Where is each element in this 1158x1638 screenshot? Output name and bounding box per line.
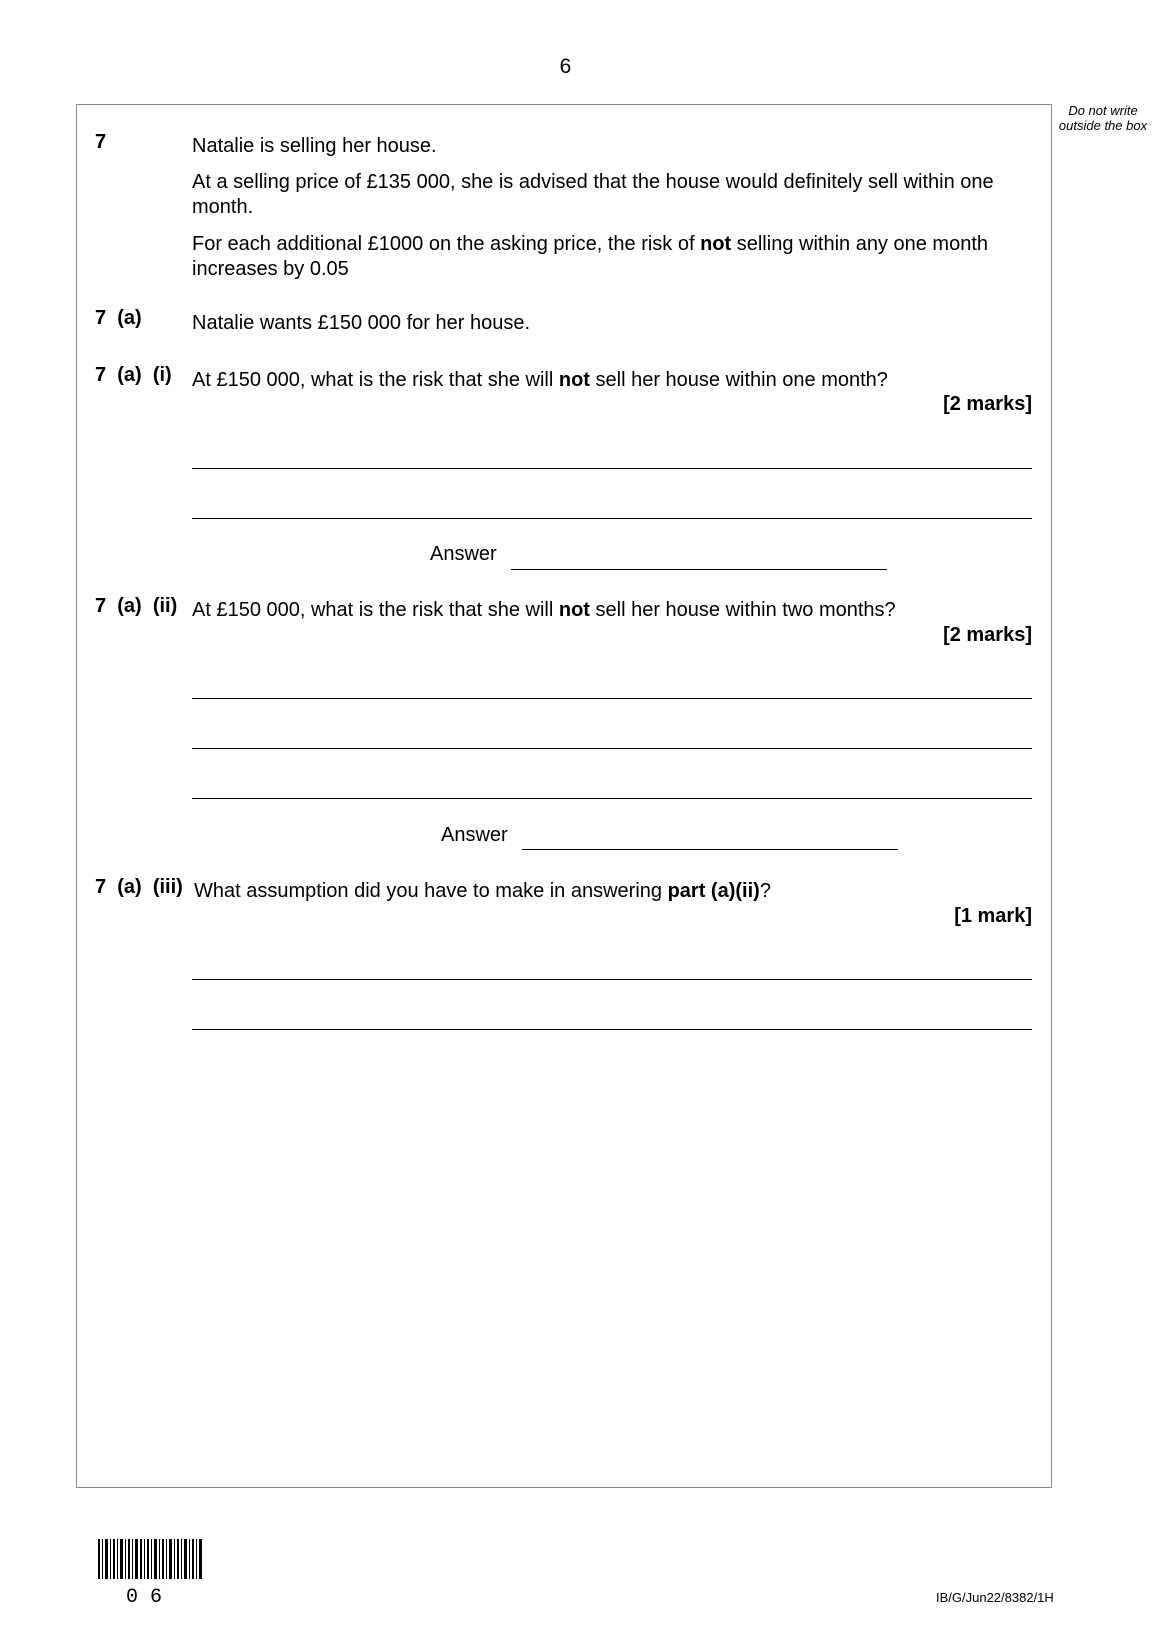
paper-reference: IB/G/Jun22/8382/1H bbox=[936, 1590, 1054, 1605]
part-a-iii-text: What assumption did you have to make in answering part (a)(ii)? bbox=[194, 880, 771, 902]
part-a-i-answer-label: Answer bbox=[430, 543, 497, 565]
part-a-ii-answer-label: Answer bbox=[441, 824, 508, 846]
question-number: 7 bbox=[95, 131, 107, 153]
question-intro-3: For each additional £1000 on the asking price, the risk of not selling within any one month increases by 0.05 bbox=[192, 233, 989, 280]
question-intro-1: Natalie is selling her house. bbox=[192, 135, 437, 157]
working-line[interactable] bbox=[192, 468, 1032, 469]
working-line[interactable] bbox=[192, 698, 1032, 699]
working-line[interactable] bbox=[192, 1029, 1032, 1030]
part-a-i-text: At £150 000, what is the risk that she will not sell her house within one month? bbox=[192, 369, 888, 391]
working-line[interactable] bbox=[192, 798, 1032, 799]
working-line[interactable] bbox=[192, 979, 1032, 980]
part-a-i-label: 7 (a) (i) bbox=[95, 364, 172, 386]
working-line[interactable] bbox=[192, 518, 1032, 519]
part-a-i-marks: [2 marks] bbox=[943, 393, 1032, 415]
part-a-iii-marks: [1 mark] bbox=[954, 905, 1032, 927]
working-line[interactable] bbox=[192, 748, 1032, 749]
part-a-ii-answer-line[interactable] bbox=[522, 849, 898, 850]
barcode-image bbox=[98, 1539, 202, 1579]
page-number: 6 bbox=[559, 55, 572, 78]
part-a-iii-label: 7 (a) (iii) bbox=[95, 876, 183, 898]
part-a-ii-marks: [2 marks] bbox=[943, 624, 1032, 646]
margin-note: Do not write outside the box bbox=[1058, 103, 1148, 133]
part-a-label: 7 (a) bbox=[95, 307, 142, 329]
question-intro-2: At a selling price of £135 000, she is advised that the house would definitely sell within one month. bbox=[192, 171, 994, 218]
part-a-ii-label: 7 (a) (ii) bbox=[95, 595, 178, 617]
part-a-i-answer-line[interactable] bbox=[511, 569, 887, 570]
barcode-digits: 06 bbox=[126, 1586, 175, 1609]
part-a-text: Natalie wants £150 000 for her house. bbox=[192, 312, 530, 334]
part-a-ii-text: At £150 000, what is the risk that she will not sell her house within two months? bbox=[192, 599, 896, 621]
